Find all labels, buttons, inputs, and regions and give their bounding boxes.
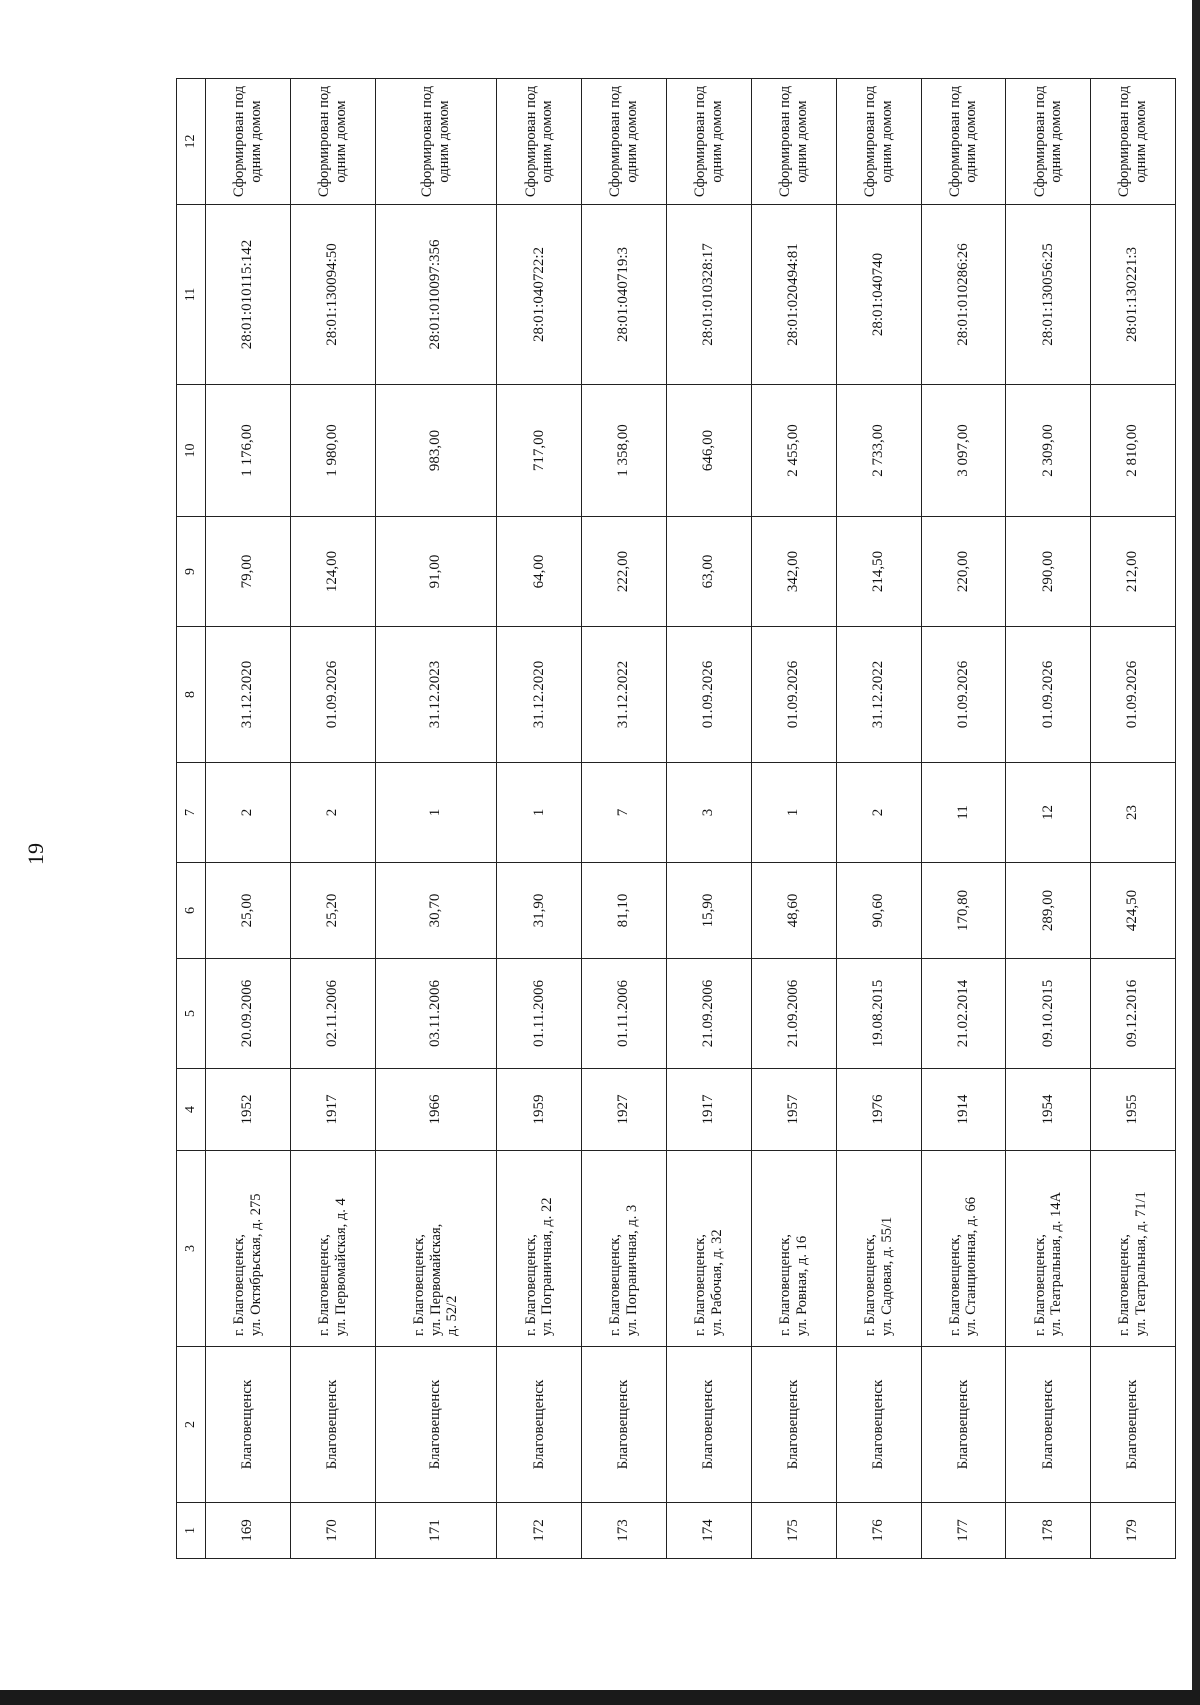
cadastre-number-cell: 28:01:010328:17	[667, 205, 752, 385]
address-line: ул. Первомайская,	[427, 1223, 444, 1336]
status-cell	[582, 79, 667, 205]
row-number-cell: 176	[836, 1503, 921, 1559]
status-line: одним домом	[539, 100, 556, 183]
row-number-cell: 175	[751, 1503, 836, 1559]
area-cell: 15,90	[667, 863, 752, 959]
row-number-cell: 169	[206, 1503, 291, 1559]
year-cell: 1917	[667, 1069, 752, 1151]
land-area-cell: 1 358,00	[582, 385, 667, 517]
count-cell: 2	[836, 763, 921, 863]
column-header: 8	[177, 627, 206, 763]
status-line: одним домом	[624, 100, 641, 183]
address-line: г. Благовещенск,	[231, 1234, 248, 1336]
status-line: Сформирован под	[419, 85, 436, 198]
status-line: одним домом	[963, 100, 980, 183]
area-cell: 170,80	[921, 863, 1006, 959]
status-cell	[921, 79, 1006, 205]
address-line: ул. Театральная, д. 71/1	[1133, 1191, 1150, 1336]
row-number-cell: 179	[1091, 1503, 1176, 1559]
deadline-cell: 31.12.2022	[582, 627, 667, 763]
date-cell: 21.02.2014	[921, 959, 1006, 1069]
land-area-cell: 2 810,00	[1091, 385, 1176, 517]
deadline-cell: 01.09.2026	[290, 627, 375, 763]
address-line: г. Благовещенск,	[1031, 1234, 1048, 1336]
address-line: г. Благовещенск,	[1116, 1234, 1133, 1336]
row-number-cell: 170	[290, 1503, 375, 1559]
square-cell: 212,00	[1091, 517, 1176, 627]
land-area-cell: 646,00	[667, 385, 752, 517]
cadastre-number-cell: 28:01:020494:81	[751, 205, 836, 385]
table-row	[375, 79, 497, 1559]
area-cell: 90,60	[836, 863, 921, 959]
header-row	[177, 79, 206, 1559]
address-line: г. Благовещенск,	[522, 1234, 539, 1336]
table-row	[921, 79, 1006, 1559]
city-cell: Благовещенск	[497, 1347, 582, 1503]
area-cell: 25,20	[290, 863, 375, 959]
table-row	[667, 79, 752, 1559]
column-header: 3	[177, 1151, 206, 1347]
cadastre-number-cell: 28:01:130221:3	[1091, 205, 1176, 385]
count-cell: 23	[1091, 763, 1176, 863]
count-cell: 1	[497, 763, 582, 863]
square-cell: 342,00	[751, 517, 836, 627]
land-area-cell: 2 309,00	[1006, 385, 1091, 517]
cadastre-number-cell: 28:01:010286:26	[921, 205, 1006, 385]
row-number-cell: 174	[667, 1503, 752, 1559]
city-cell: Благовещенск	[751, 1347, 836, 1503]
deadline-cell: 01.09.2026	[667, 627, 752, 763]
date-cell: 21.09.2006	[667, 959, 752, 1069]
scan-edge-right	[1192, 0, 1200, 1705]
count-cell: 1	[375, 763, 497, 863]
status-line: Сформирован под	[692, 85, 709, 198]
table-row	[1091, 79, 1176, 1559]
status-line: Сформирован под	[522, 85, 539, 198]
count-cell: 2	[290, 763, 375, 863]
cadastre-number-cell: 28:01:130056:25	[1006, 205, 1091, 385]
address-cell	[667, 1151, 752, 1347]
status-cell	[1091, 79, 1176, 205]
year-cell: 1976	[836, 1069, 921, 1151]
land-area-cell: 2 455,00	[751, 385, 836, 517]
address-line: г. Благовещенск,	[607, 1234, 624, 1336]
status-cell	[375, 79, 497, 205]
column-header: 6	[177, 863, 206, 959]
count-cell: 7	[582, 763, 667, 863]
column-header: 1	[177, 1503, 206, 1559]
page-number: 19	[23, 843, 48, 865]
deadline-cell: 01.09.2026	[921, 627, 1006, 763]
deadline-cell: 31.12.2023	[375, 627, 497, 763]
status-line: одним домом	[332, 100, 349, 183]
square-cell: 64,00	[497, 517, 582, 627]
address-cell	[206, 1151, 291, 1347]
square-cell: 124,00	[290, 517, 375, 627]
address-line: г. Благовещенск,	[692, 1234, 709, 1336]
city-cell: Благовещенск	[290, 1347, 375, 1503]
table-row	[582, 79, 667, 1559]
table-row	[751, 79, 836, 1559]
cadastre-number-cell: 28:01:010097:356	[375, 205, 497, 385]
date-cell: 01.11.2006	[497, 959, 582, 1069]
city-cell: Благовещенск	[667, 1347, 752, 1503]
address-cell	[290, 1151, 375, 1347]
status-line: одним домом	[1048, 100, 1065, 183]
status-line: Сформирован под	[316, 85, 333, 198]
land-area-cell: 1 176,00	[206, 385, 291, 517]
address-line: ул. Станционная, д. 66	[963, 1196, 980, 1336]
deadline-cell: 01.09.2026	[751, 627, 836, 763]
address-line: ул. Садовая, д. 55/1	[878, 1216, 895, 1336]
status-cell	[1006, 79, 1091, 205]
address-line: ул. Рабочая, д. 32	[708, 1229, 725, 1336]
column-header: 7	[177, 763, 206, 863]
address-cell	[582, 1151, 667, 1347]
square-cell: 220,00	[921, 517, 1006, 627]
address-line: ул. Октябрьская, д. 275	[247, 1193, 264, 1336]
table-row	[497, 79, 582, 1559]
count-cell: 2	[206, 763, 291, 863]
registry-table-container	[176, 79, 1176, 1559]
date-cell: 21.09.2006	[751, 959, 836, 1069]
address-cell	[836, 1151, 921, 1347]
city-cell: Благовещенск	[836, 1347, 921, 1503]
square-cell: 290,00	[1006, 517, 1091, 627]
address-line: д. 52/2	[444, 1295, 461, 1336]
status-cell	[290, 79, 375, 205]
address-line: г. Благовещенск,	[316, 1234, 333, 1336]
square-cell: 222,00	[582, 517, 667, 627]
address-cell	[497, 1151, 582, 1347]
land-area-cell: 2 733,00	[836, 385, 921, 517]
address-cell	[1091, 1151, 1176, 1347]
status-line: Сформирован под	[946, 85, 963, 198]
date-cell: 01.11.2006	[582, 959, 667, 1069]
address-cell	[921, 1151, 1006, 1347]
deadline-cell: 01.09.2026	[1091, 627, 1176, 763]
year-cell: 1914	[921, 1069, 1006, 1151]
status-line: Сформирован под	[607, 85, 624, 198]
date-cell: 03.11.2006	[375, 959, 497, 1069]
column-header: 12	[177, 79, 206, 205]
status-line: одним домом	[247, 100, 264, 183]
status-cell	[751, 79, 836, 205]
square-cell: 91,00	[375, 517, 497, 627]
address-line: ул. Первомайская, д. 4	[332, 1198, 349, 1336]
row-number-cell: 172	[497, 1503, 582, 1559]
date-cell: 02.11.2006	[290, 959, 375, 1069]
registry-table	[176, 78, 1176, 1559]
address-line: г. Благовещенск,	[411, 1234, 427, 1336]
area-cell: 31,90	[497, 863, 582, 959]
cadastre-number-cell: 28:01:040722:2	[497, 205, 582, 385]
deadline-cell: 31.12.2020	[497, 627, 582, 763]
row-number-cell: 173	[582, 1503, 667, 1559]
cadastre-number-cell: 28:01:040719:3	[582, 205, 667, 385]
city-cell: Благовещенск	[921, 1347, 1006, 1503]
deadline-cell: 31.12.2020	[206, 627, 291, 763]
year-cell: 1957	[751, 1069, 836, 1151]
status-line: Сформирован под	[861, 85, 878, 198]
column-header: 9	[177, 517, 206, 627]
count-cell: 12	[1006, 763, 1091, 863]
address-line: ул. Театральная, д. 14А	[1048, 1192, 1065, 1336]
year-cell: 1917	[290, 1069, 375, 1151]
year-cell: 1959	[497, 1069, 582, 1151]
status-cell	[667, 79, 752, 205]
column-header: 4	[177, 1069, 206, 1151]
area-cell: 25,00	[206, 863, 291, 959]
land-area-cell: 983,00	[375, 385, 497, 517]
row-number-cell: 171	[375, 1503, 497, 1559]
date-cell: 09.12.2016	[1091, 959, 1176, 1069]
square-cell: 214,50	[836, 517, 921, 627]
address-line: ул. Ровная, д. 16	[793, 1235, 810, 1336]
status-line: одним домом	[878, 100, 895, 183]
land-area-cell: 717,00	[497, 385, 582, 517]
area-cell: 424,50	[1091, 863, 1176, 959]
table-row	[290, 79, 375, 1559]
address-cell	[375, 1151, 497, 1347]
year-cell: 1955	[1091, 1069, 1176, 1151]
year-cell: 1952	[206, 1069, 291, 1151]
address-line: ул. Пограничная, д. 3	[624, 1204, 641, 1336]
table-row	[1006, 79, 1091, 1559]
address-line: ул. Пограничная, д. 22	[539, 1197, 556, 1336]
cadastre-number-cell: 28:01:040740	[836, 205, 921, 385]
date-cell: 09.10.2015	[1006, 959, 1091, 1069]
address-line: г. Благовещенск,	[777, 1234, 794, 1336]
status-cell	[836, 79, 921, 205]
land-area-cell: 3 097,00	[921, 385, 1006, 517]
status-cell	[497, 79, 582, 205]
status-line: одним домом	[793, 100, 810, 183]
address-cell	[1006, 1151, 1091, 1347]
address-cell	[751, 1151, 836, 1347]
column-header: 11	[177, 205, 206, 385]
year-cell: 1966	[375, 1069, 497, 1151]
status-line: Сформирован под	[1116, 85, 1133, 198]
city-cell: Благовещенск	[375, 1347, 497, 1503]
city-cell: Благовещенск	[1006, 1347, 1091, 1503]
table-row	[206, 79, 291, 1559]
registry-table-rotated	[176, 79, 1176, 1559]
city-cell: Благовещенск	[582, 1347, 667, 1503]
deadline-cell: 31.12.2022	[836, 627, 921, 763]
cadastre-number-cell: 28:01:130094:50	[290, 205, 375, 385]
status-line: Сформирован под	[777, 85, 794, 198]
date-cell: 19.08.2015	[836, 959, 921, 1069]
count-cell: 11	[921, 763, 1006, 863]
column-header: 5	[177, 959, 206, 1069]
status-line: Сформирован под	[231, 85, 248, 198]
square-cell: 63,00	[667, 517, 752, 627]
count-cell: 3	[667, 763, 752, 863]
status-line: одним домом	[1133, 100, 1150, 183]
scan-edge-bottom	[0, 1690, 1200, 1705]
table-row	[836, 79, 921, 1559]
status-line: Сформирован под	[1031, 85, 1048, 198]
area-cell: 289,00	[1006, 863, 1091, 959]
column-header: 2	[177, 1347, 206, 1503]
city-cell: Благовещенск	[206, 1347, 291, 1503]
table-body	[206, 79, 1176, 1559]
address-line: г. Благовещенск,	[946, 1234, 963, 1336]
year-cell: 1927	[582, 1069, 667, 1151]
status-line: одним домом	[436, 100, 452, 183]
square-cell: 79,00	[206, 517, 291, 627]
area-cell: 81,10	[582, 863, 667, 959]
land-area-cell: 1 980,00	[290, 385, 375, 517]
row-number-cell: 178	[1006, 1503, 1091, 1559]
count-cell: 1	[751, 763, 836, 863]
column-header: 10	[177, 385, 206, 517]
status-cell	[206, 79, 291, 205]
area-cell: 48,60	[751, 863, 836, 959]
cadastre-number-cell: 28:01:010115:142	[206, 205, 291, 385]
deadline-cell: 01.09.2026	[1006, 627, 1091, 763]
row-number-cell: 177	[921, 1503, 1006, 1559]
address-line: г. Благовещенск,	[861, 1234, 878, 1336]
year-cell: 1954	[1006, 1069, 1091, 1151]
date-cell: 20.09.2006	[206, 959, 291, 1069]
area-cell: 30,70	[375, 863, 497, 959]
city-cell: Благовещенск	[1091, 1347, 1176, 1503]
status-line: одним домом	[708, 100, 725, 183]
